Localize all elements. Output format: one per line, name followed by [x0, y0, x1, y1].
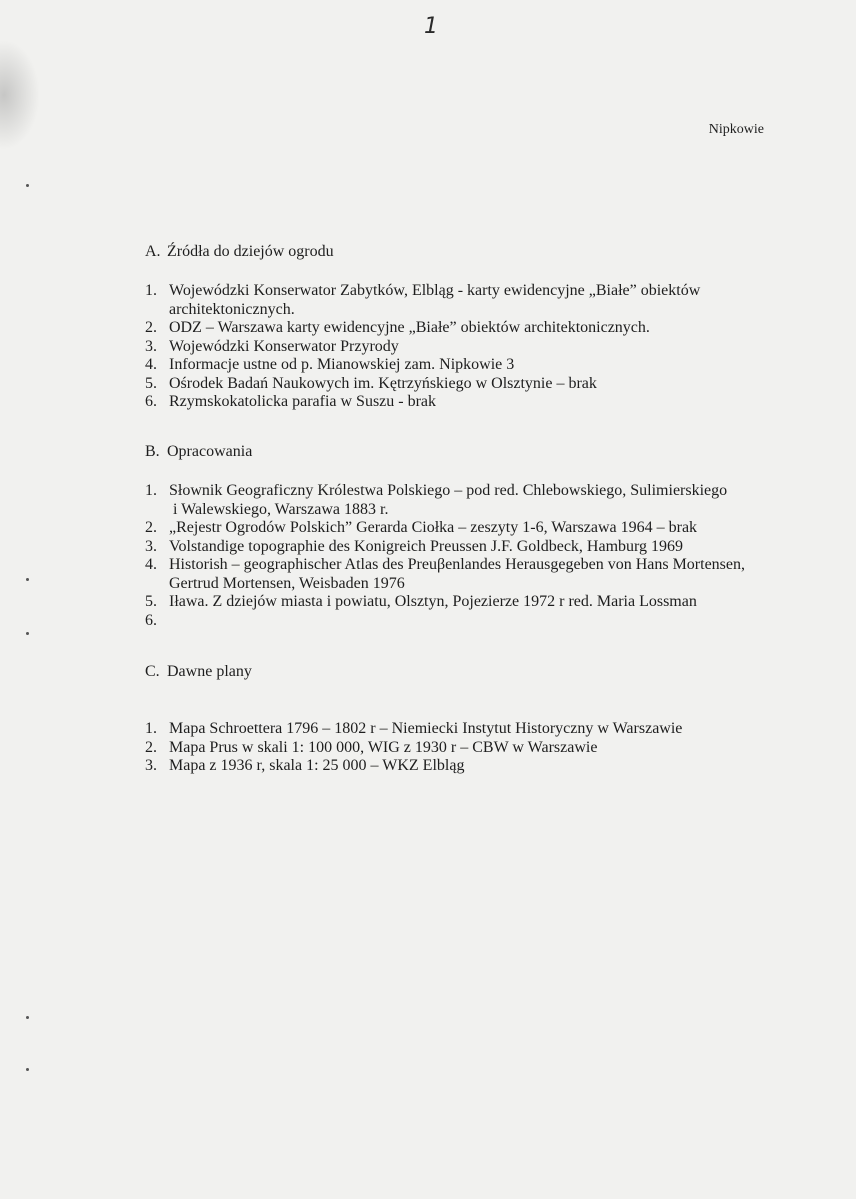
list-item: 1. Wojewódzki Konserwator Zabytków, Elbląg - karty ewidencyjne „Białe” obiektów architektonicznych.	[145, 282, 701, 318]
page-number: 1	[424, 14, 438, 39]
list-item: 1. Mapa Schroettera 1796 – 1802 r – Niemiecki Instytut Historyczny w Warszawie	[145, 720, 683, 737]
scan-speck	[26, 632, 29, 635]
section-b-title: Opracowania	[167, 443, 253, 460]
section-a-heading	[145, 243, 334, 261]
section-a-title: Źródła do dziejów ogrodu	[167, 243, 334, 260]
section-b-heading	[145, 443, 252, 461]
section-b-list	[145, 482, 785, 630]
list-item: 6. Rzymskokatolicka parafia w Suszu - brak	[145, 393, 437, 410]
list-item: 2. Mapa Prus w skali 1: 100 000, WIG z 1930 r – CBW w Warszawie	[145, 738, 598, 756]
list-item: 4. Historish – geographischer Atlas des Preuβenlandes Herausgegeben von Hans Mortensen, Gertrud Mortensen, Weisbaden 1976	[145, 556, 745, 592]
list-item: 6.	[145, 611, 157, 629]
list-item: 2. ODZ – Warszawa karty ewidencyjne „Białe” obiektów architektonicznych.	[145, 319, 650, 336]
list-item: 5. Ośrodek Badań Naukowych im. Kętrzyńskiego w Olsztynie – brak	[145, 374, 597, 392]
list-item: 3. Volstandige topographie des Konigreich Preussen J.F. Goldbeck, Hamburg 1969	[145, 537, 684, 555]
list-item: 3. Wojewódzki Konserwator Przyrody	[145, 337, 399, 355]
section-b-letter: B.	[145, 443, 160, 460]
section-c-title: Dawne plany	[167, 663, 252, 680]
list-item: 2. „Rejestr Ogrodów Polskich” Gerarda Ciołka – zeszyty 1-6, Warszawa 1964 – brak	[145, 519, 698, 536]
section-a-list	[145, 282, 785, 412]
section-c-list	[145, 720, 785, 776]
list-item: 1. Słownik Geograficzny Królestwa Polskiego – pod red. Chlebowskiego, Sulimierskiego i Walewskiego, Warszawa 1883 r.	[145, 482, 728, 518]
scan-speck	[26, 1068, 29, 1071]
list-item: 4. Informacje ustne od p. Mianowskiej zam. Nipkowie 3	[145, 356, 515, 373]
list-item: 3. Mapa z 1936 r, skala 1: 25 000 – WKZ Elbląg	[145, 757, 465, 774]
scan-speck	[26, 578, 29, 581]
scan-speck	[26, 1016, 29, 1019]
header-location: Nipkowie	[708, 122, 764, 137]
section-c-letter: C.	[145, 663, 160, 680]
section-c-heading	[145, 663, 252, 681]
scan-speck	[26, 184, 29, 187]
list-item: 5. Iława. Z dziejów miasta i powiatu, Olsztyn, Pojezierze 1972 r red. Maria Lossman	[145, 593, 697, 610]
section-a-letter: A.	[145, 243, 161, 260]
scan-smudge	[0, 40, 40, 150]
